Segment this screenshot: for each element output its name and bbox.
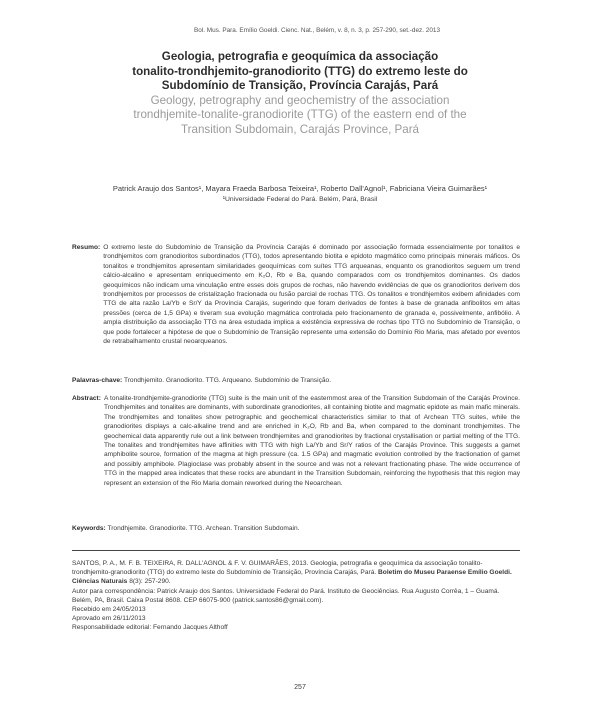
title-pt-line-3: Subdomínio de Transição, Província Carajás, Pará: [161, 79, 439, 92]
palavras-chave-section: [72, 376, 520, 385]
abstract-text: A tonalite-trondhjemite-granodiorite (TTG) suite is the main unit of the easternmost area of the Transition Subdomain of the Carajás Province. Trondhjemites and tonalites are dominants, with subordinate granodiorites, all containing biotite and magmatic epidote as main mafic minerals. The trondhjemites and tonalites show petrographic and geochemical characteristics similar to that of Archean TTG suites, while the granodiorites displays a calc-alkaline trend and are enriched in K₂O, Rb and Ba, when compared to the dominant trondhjemites. The geochemical data apparently rule out a link between trondhjemites and granodiorites by fractional crystallisation or partial melting of the TTG. The tonalites and trondhjemites have affinities with TTG with high La/Yb and Sr/Y ratios of the Carajás Province. This suggests a garnet amphibolite source, formation of the magma at high pressure (ca. 1.5 GPa) and magmatic evolution controlled by the fractionation of garnet and possibly amphibole. Plagioclase was probably absent in the source and was not a relevant fractionating phase. The wide occurrence of TTG in the mapped area indicates that these rocks are abundant in the Transition Subdomain, reinforcing the hypothesis that this region may represent an extension of the Rio Maria domain reworked during the Neoarchean.: [103, 395, 520, 487]
citation-volume: 8(3): 257-290.: [129, 578, 171, 586]
resumo-text: O extremo leste do Subdomínio de Transição da Província Carajás é dominado por associação formada essencialmente por tonalitos e trondhjemitos com granodioritos subordinados (TTG), todos apresentando biotita e epidoto magmático como principais minerais máficos. Os tonalitos e trondhjemitos apresentam similaridades geoquímicas com suítes TTG arqueanas, enquanto os granodioritos seguem um trend cálcio-alcalino e apresentam enriquecimento em K₂O, Rb e Ba, quando comparados com os trondhjemitos dominantes. Os dados geoquímicos não indicam uma vinculação entre esses dois grupos de rochas, não havendo evidências de que os granodioritos derivem dos trondhjemitos por processos de cristalização fracionada ou fusão parcial de rochas TTG. Os tonalitos e trondhjemitos exibem afinidades com TTG de alta razão La/Yb e Sr/Y da Província Carajás, sugerindo que foram derivados de fontes à base de granada anfibolitos em altas pressões (cerca de 1,5 GPa) e tiveram sua evolução magmática controlada pelo fracionamento de granada e, possivelmente, anfibólio. A ampla distribuição da associação TTG na área estudada implica a existência expressiva de rochas tipo TTG no Subdomínio de Transição, o que pode fortalecer a hipótese de que o Subdomínio de Transição represente uma extensão do Domínio Rio Maria, mas afetado por eventos de retrabalhamento crustal neoarqueanos.: [103, 244, 520, 346]
keywords-section: [72, 524, 520, 533]
abstract-section: [72, 394, 520, 488]
footnote: [72, 559, 520, 633]
title-pt-line-2: tonalito-trondhjemito-granodiorito (TTG) do extremo leste do: [132, 64, 468, 78]
resumo-section: [72, 243, 520, 346]
title-en-line-3: Transition Subdomain, Carajás Province, Pará: [181, 122, 419, 136]
author-list: Patrick Araujo dos Santos¹, Mayara Fraeda Barbosa Teixeira¹, Roberto Dall'Agnol¹, Fabriciana Vieira Guimarães¹: [112, 184, 488, 193]
correspondence: Autor para correspondência: Patrick Araujo dos Santos. Universidade Federal do Pará. Instituto de Geociências. Rua Augusto Corrêa, 1 – Guamá. Belém, PA, Brasil. Caixa Postal 8608. CEP 66075-900 (patrick.santos86@gmail.com).: [72, 587, 500, 604]
palavras-chave-text: Trondhjemito. Granodiorito. TTG. Arqueano. Subdomínio de Transição.: [123, 377, 332, 384]
resumo-label: Resumo:: [72, 244, 101, 251]
title-en-line-1: Geology, petrography and geochemistry of the association: [150, 93, 450, 107]
keywords-label: Keywords:: [72, 525, 106, 532]
palavras-chave-label: Palavras-chave:: [72, 377, 123, 384]
abstract-label: Abstract:: [72, 395, 101, 402]
approved-date: Aprovado em 26/11/2013: [72, 615, 146, 623]
citation-text: SANTOS, P. A., M. F. B. TEIXEIRA, R. DALL'AGNOL & F. V. GUIMARÃES, 2013. Geologia, petrografia e geoquímica da associação tonalito-trondhjemito-granodiorito (TTG) do extremo leste do Subdomínio de Transição, Província Carajás, Pará.: [72, 560, 483, 577]
journal-reference: Bol. Mus. Para. Emílio Goeldi. Cienc. Nat., Belém, v. 8, n. 3, p. 257-290, set.-dez. 2013: [193, 27, 440, 34]
editorial-responsibility: Responsabilidade editorial: Fernando Jacques Althoff: [72, 624, 228, 632]
citation-journal: Boletim do Museu Paraense Emílio Goeldi. Ciências Naturais: [72, 569, 512, 586]
citation: [72, 559, 520, 587]
title-pt-line-1: Geologia, petrografia e geoquímica da associação: [161, 50, 439, 63]
received-date: Recebido em 24/05/2013: [72, 606, 146, 614]
title-en-line-2: trondhjemite-tonalite-granodiorite (TTG) of the eastern end of the: [133, 108, 467, 121]
article-title-block: [60, 50, 540, 137]
keywords-text: Trondhjemite. Granodiorite. TTG. Archean. Transition Subdomain.: [107, 525, 300, 532]
page-number: 257: [294, 684, 306, 691]
affiliation: ¹Universidade Federal do Pará. Belém, Pará, Brasil: [222, 196, 378, 203]
footnote-divider: [72, 550, 520, 551]
